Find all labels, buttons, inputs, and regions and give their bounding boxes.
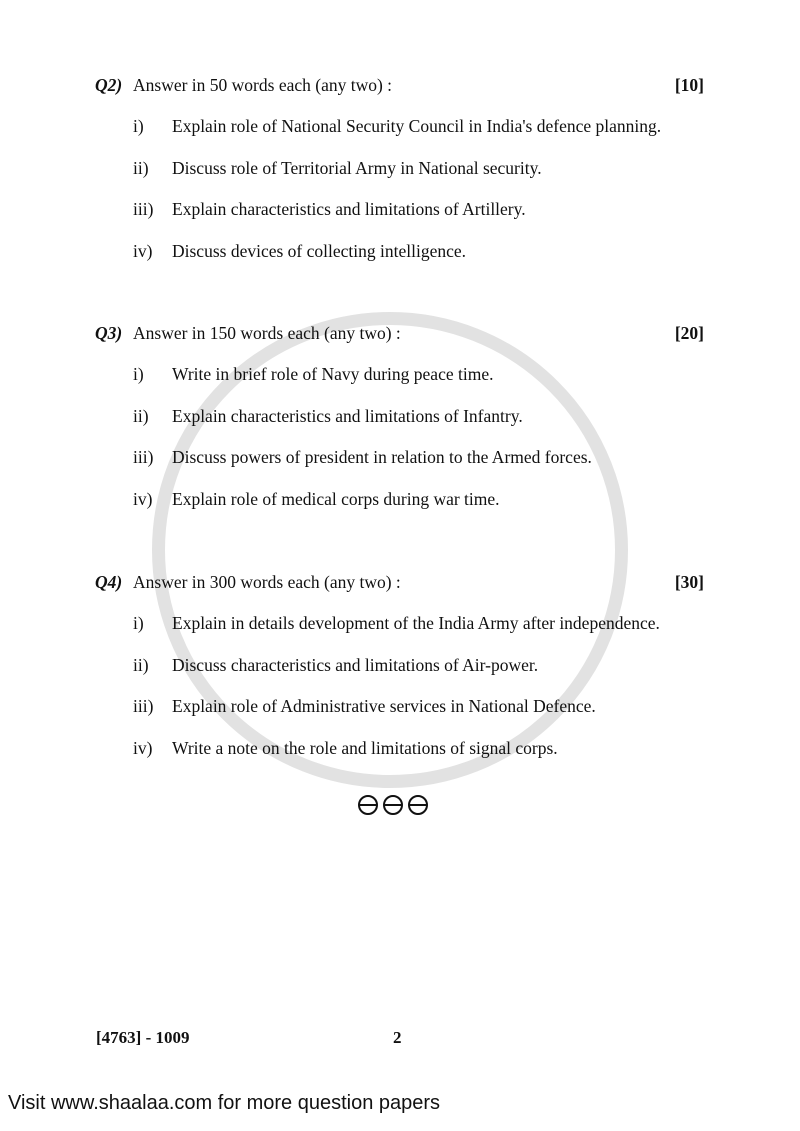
end-circle-icon bbox=[358, 795, 378, 815]
question-item: Explain role of National Security Council in India's defence planning. bbox=[172, 116, 662, 136]
end-circle-icon bbox=[408, 795, 428, 815]
item-numeral: i) bbox=[133, 364, 144, 384]
question-item: Explain in details development of the India Army after independence. bbox=[172, 613, 660, 633]
item-numeral: ii) bbox=[133, 405, 149, 426]
question-item: Discuss characteristics and limitations of Air-power. bbox=[172, 654, 539, 675]
question-number: Q2) bbox=[95, 75, 123, 95]
paper-code: [4763] - 1009 bbox=[96, 1028, 190, 1047]
item-numeral: ii) bbox=[133, 157, 149, 178]
question-item: Explain characteristics and limitations of Infantry. bbox=[172, 405, 523, 426]
question-instruction: Answer in 300 words each (any two) : bbox=[133, 572, 401, 592]
item-numeral: iv) bbox=[133, 737, 153, 758]
end-circle-icon bbox=[383, 795, 403, 815]
question-instruction: Answer in 50 words each (any two) : bbox=[133, 75, 393, 95]
item-numeral: iv) bbox=[133, 240, 153, 261]
question-marks: [30] bbox=[674, 572, 704, 592]
question-instruction: Answer in 150 words each (any two) : bbox=[133, 323, 401, 343]
question-item: Discuss role of Territorial Army in National security. bbox=[172, 157, 542, 178]
question-number: Q3) bbox=[95, 323, 123, 343]
item-numeral: iii) bbox=[133, 199, 154, 219]
question-item: Discuss devices of collecting intelligence. bbox=[172, 240, 467, 261]
item-numeral: ii) bbox=[133, 654, 149, 675]
item-numeral: iii) bbox=[133, 447, 154, 467]
item-numeral: i) bbox=[133, 116, 144, 136]
page-number: 2 bbox=[393, 1028, 402, 1047]
question-item: Explain role of Administrative services in National Defence. bbox=[172, 696, 596, 716]
question-item: Explain characteristics and limitations of Artillery. bbox=[172, 199, 526, 219]
question-number: Q4) bbox=[95, 572, 123, 592]
question-item: Explain role of medical corps during war time. bbox=[172, 488, 500, 509]
question-item: Write a note on the role and limitations of signal corps. bbox=[172, 737, 558, 758]
promo-banner: Visit www.shaalaa.com for more question papers bbox=[8, 1092, 441, 1114]
item-numeral: iii) bbox=[133, 696, 154, 716]
item-numeral: iv) bbox=[133, 488, 153, 509]
question-item: Discuss powers of president in relation to the Armed forces. bbox=[172, 447, 592, 467]
question-item: Write in brief role of Navy during peace time. bbox=[172, 364, 494, 384]
question-marks: [10] bbox=[674, 75, 704, 95]
item-numeral: i) bbox=[133, 613, 144, 633]
question-marks: [20] bbox=[674, 323, 704, 343]
end-of-paper-mark bbox=[358, 795, 428, 815]
